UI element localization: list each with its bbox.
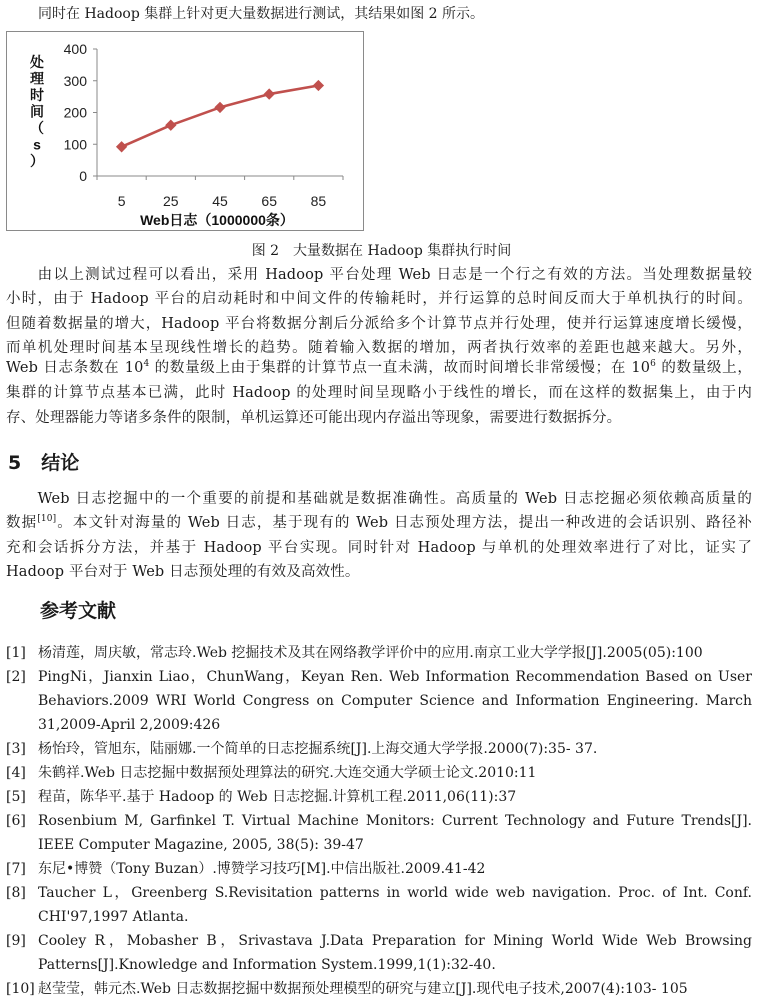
reference-number: [9] bbox=[6, 933, 26, 949]
reference-item bbox=[6, 929, 752, 977]
intro-line: 同时在 Hadoop 集群上针对更大量数据进行测试，其结果如图 2 所示。 bbox=[38, 6, 485, 22]
paragraph-line: 存、处理器能力等诸多条件的限制，单机运算还可能出现内存溢出等现象，需要进行数据拆分。 bbox=[6, 410, 622, 426]
y-tick-label: 400 bbox=[63, 41, 87, 57]
reference-number: [10] bbox=[6, 981, 35, 997]
section-heading: 5 结论 bbox=[8, 452, 80, 474]
y-tick-label: 0 bbox=[79, 168, 87, 184]
line-chart bbox=[7, 32, 363, 230]
reference-item bbox=[6, 857, 752, 881]
paragraph-line: 小时，由于 Hadoop 平台的启动耗时和中间文件的传输耗时，并行运算的总时间反而大于单机执行的时间。 bbox=[6, 291, 752, 307]
reference-number: [2] bbox=[6, 669, 26, 685]
y-tick-label: 300 bbox=[63, 72, 87, 89]
paragraph-line: 由以上测试过程可以看出，采用 Hadoop 平台处理 Web 日志是一个行之有效的方法。当处理数据量较 bbox=[6, 267, 752, 283]
x-tick-label: 85 bbox=[310, 193, 327, 209]
paragraph-line: Web 日志挖掘中的一个重要的前提和基础就是数据准确性。高质量的 Web 日志挖掘必须依赖高质量的 bbox=[6, 491, 752, 507]
references-heading: 参考文献 bbox=[40, 600, 117, 622]
reference-text: 程苗，陈华平.基于 Hadoop 的 Web 日志挖掘.计算机工程.2011,06(11):37 bbox=[38, 789, 517, 805]
y-axis-label-char: 处 bbox=[30, 54, 44, 70]
reference-item bbox=[6, 641, 752, 665]
y-axis-label-char: ） bbox=[30, 153, 44, 169]
y-axis-label-char: 时 bbox=[30, 87, 44, 103]
y-tick-label: 200 bbox=[63, 104, 87, 121]
paragraph-line: 但随着数据量的增大，Hadoop 平台将数据分割后分派给多个计算节点并行处理，使并行运算速度增长缓慢， bbox=[6, 316, 752, 332]
x-tick-label: 5 bbox=[117, 193, 126, 209]
reference-text: 赵莹莹，韩元杰.Web 日志数据挖掘中数据预处理模型的研究与建立[J].现代电子技术,2007(4):103- 105 bbox=[38, 981, 688, 997]
reference-item bbox=[6, 809, 752, 857]
reference-text: PingNi，Jianxin Liao，ChunWang，Keyan Ren. Web Information Recommendation Based on User Behaviors.2009 WRI World Congress on Computer Science and Information Engineering. March 31,2009-April 2,2009:426 bbox=[38, 669, 752, 733]
reference-text: 朱鹤祥.Web 日志挖掘中数据预处理算法的研究.大连交通大学硕士论文.2010:11 bbox=[38, 765, 537, 781]
chart-frame bbox=[6, 31, 364, 231]
figure-caption: 图 2 大量数据在 Hadoop 集群执行时间 bbox=[251, 243, 512, 259]
paragraph-line: 数据[10]。本文针对海量的 Web 日志，基于现有的 Web 日志预处理方法，提出一种改进的会话识别、路径补 bbox=[6, 514, 752, 531]
y-axis-label-char: （ bbox=[30, 120, 44, 136]
reference-number: [6] bbox=[6, 813, 26, 829]
data-point bbox=[313, 80, 324, 91]
data-point bbox=[264, 88, 275, 99]
reference-item bbox=[6, 761, 752, 785]
reference-number: [3] bbox=[6, 741, 26, 757]
series-line bbox=[122, 86, 319, 147]
reference-item bbox=[6, 665, 752, 737]
reference-number: [5] bbox=[6, 789, 26, 805]
reference-text: Cooley R，Mobasher B，Srivastava J.Data Preparation for Mining World Wide Web Browsing Patterns[J].Knowledge and Information System.1999,1(1):32-40. bbox=[38, 933, 752, 973]
reference-number: [4] bbox=[6, 765, 26, 781]
x-tick-label: 65 bbox=[261, 193, 277, 209]
reference-text: 东尼•博赞（Tony Buzan）.博赞学习技巧[M].中信出版社.2009.41-42 bbox=[38, 861, 486, 877]
x-tick-label: 45 bbox=[212, 193, 228, 209]
data-point bbox=[214, 102, 225, 113]
y-axis-label-char: s bbox=[33, 136, 41, 153]
reference-item bbox=[6, 785, 752, 809]
x-axis-label: Web日志（1000000条） bbox=[140, 212, 294, 228]
reference-number: [1] bbox=[6, 645, 26, 661]
reference-number: [7] bbox=[6, 861, 26, 877]
reference-item bbox=[6, 881, 752, 929]
reference-item bbox=[6, 977, 752, 1001]
reference-text: Rosenbium M, Garfinkel T. Virtual Machine Monitors: Current Technology and Future Trends[J]. IEEE Computer Magazine, 2005, 38(5): 39-47 bbox=[38, 813, 752, 853]
reference-text: Taucher L，Greenberg S.Revisitation patterns in world wide web navigation. Proc. of Int. Conf. CHI'97,1997 Atlanta. bbox=[38, 885, 752, 925]
y-axis-label-char: 理 bbox=[30, 70, 44, 87]
paragraph-line: 而单机处理时间基本呈现线性增长的趋势。随着输入数据的增加，两者执行效率的差距也越来越大。另外， bbox=[6, 340, 752, 356]
data-point bbox=[116, 141, 127, 152]
y-axis-label-char: 间 bbox=[30, 103, 44, 120]
paragraph-line: Hadoop 平台对于 Web 日志预处理的有效及高效性。 bbox=[6, 564, 360, 580]
reference-text: 杨怡玲，管旭东，陆丽娜.一个简单的日志挖掘系统[J].上海交通大学学报.2000(7):35- 37. bbox=[38, 741, 598, 757]
reference-number: [8] bbox=[6, 885, 26, 901]
paragraph-line: 充和会话拆分方法，并基于 Hadoop 平台实现。同时针对 Hadoop 与单机的处理效率进行了对比，证实了 bbox=[6, 540, 752, 556]
y-tick-label: 100 bbox=[63, 136, 87, 153]
reference-item bbox=[6, 737, 752, 761]
paragraph-line: 集群的计算节点基本已满，此时 Hadoop 的处理时间呈现略小于线性的增长，而在这样的数据集上，由于内 bbox=[6, 385, 752, 401]
x-tick-label: 25 bbox=[163, 193, 179, 209]
paragraph-line: Web 日志条数在 $10^4$ 的数量级上由于集群的计算节点一直未满，故而时间增长非常缓慢；在 $10^6$ 的数量级上， bbox=[6, 359, 752, 376]
data-point bbox=[165, 120, 176, 131]
reference-text: 杨清莲，周庆敏，常志玲.Web 挖掘技术及其在网络教学评价中的应用.南京工业大学学报[J].2005(05):100 bbox=[38, 645, 703, 661]
